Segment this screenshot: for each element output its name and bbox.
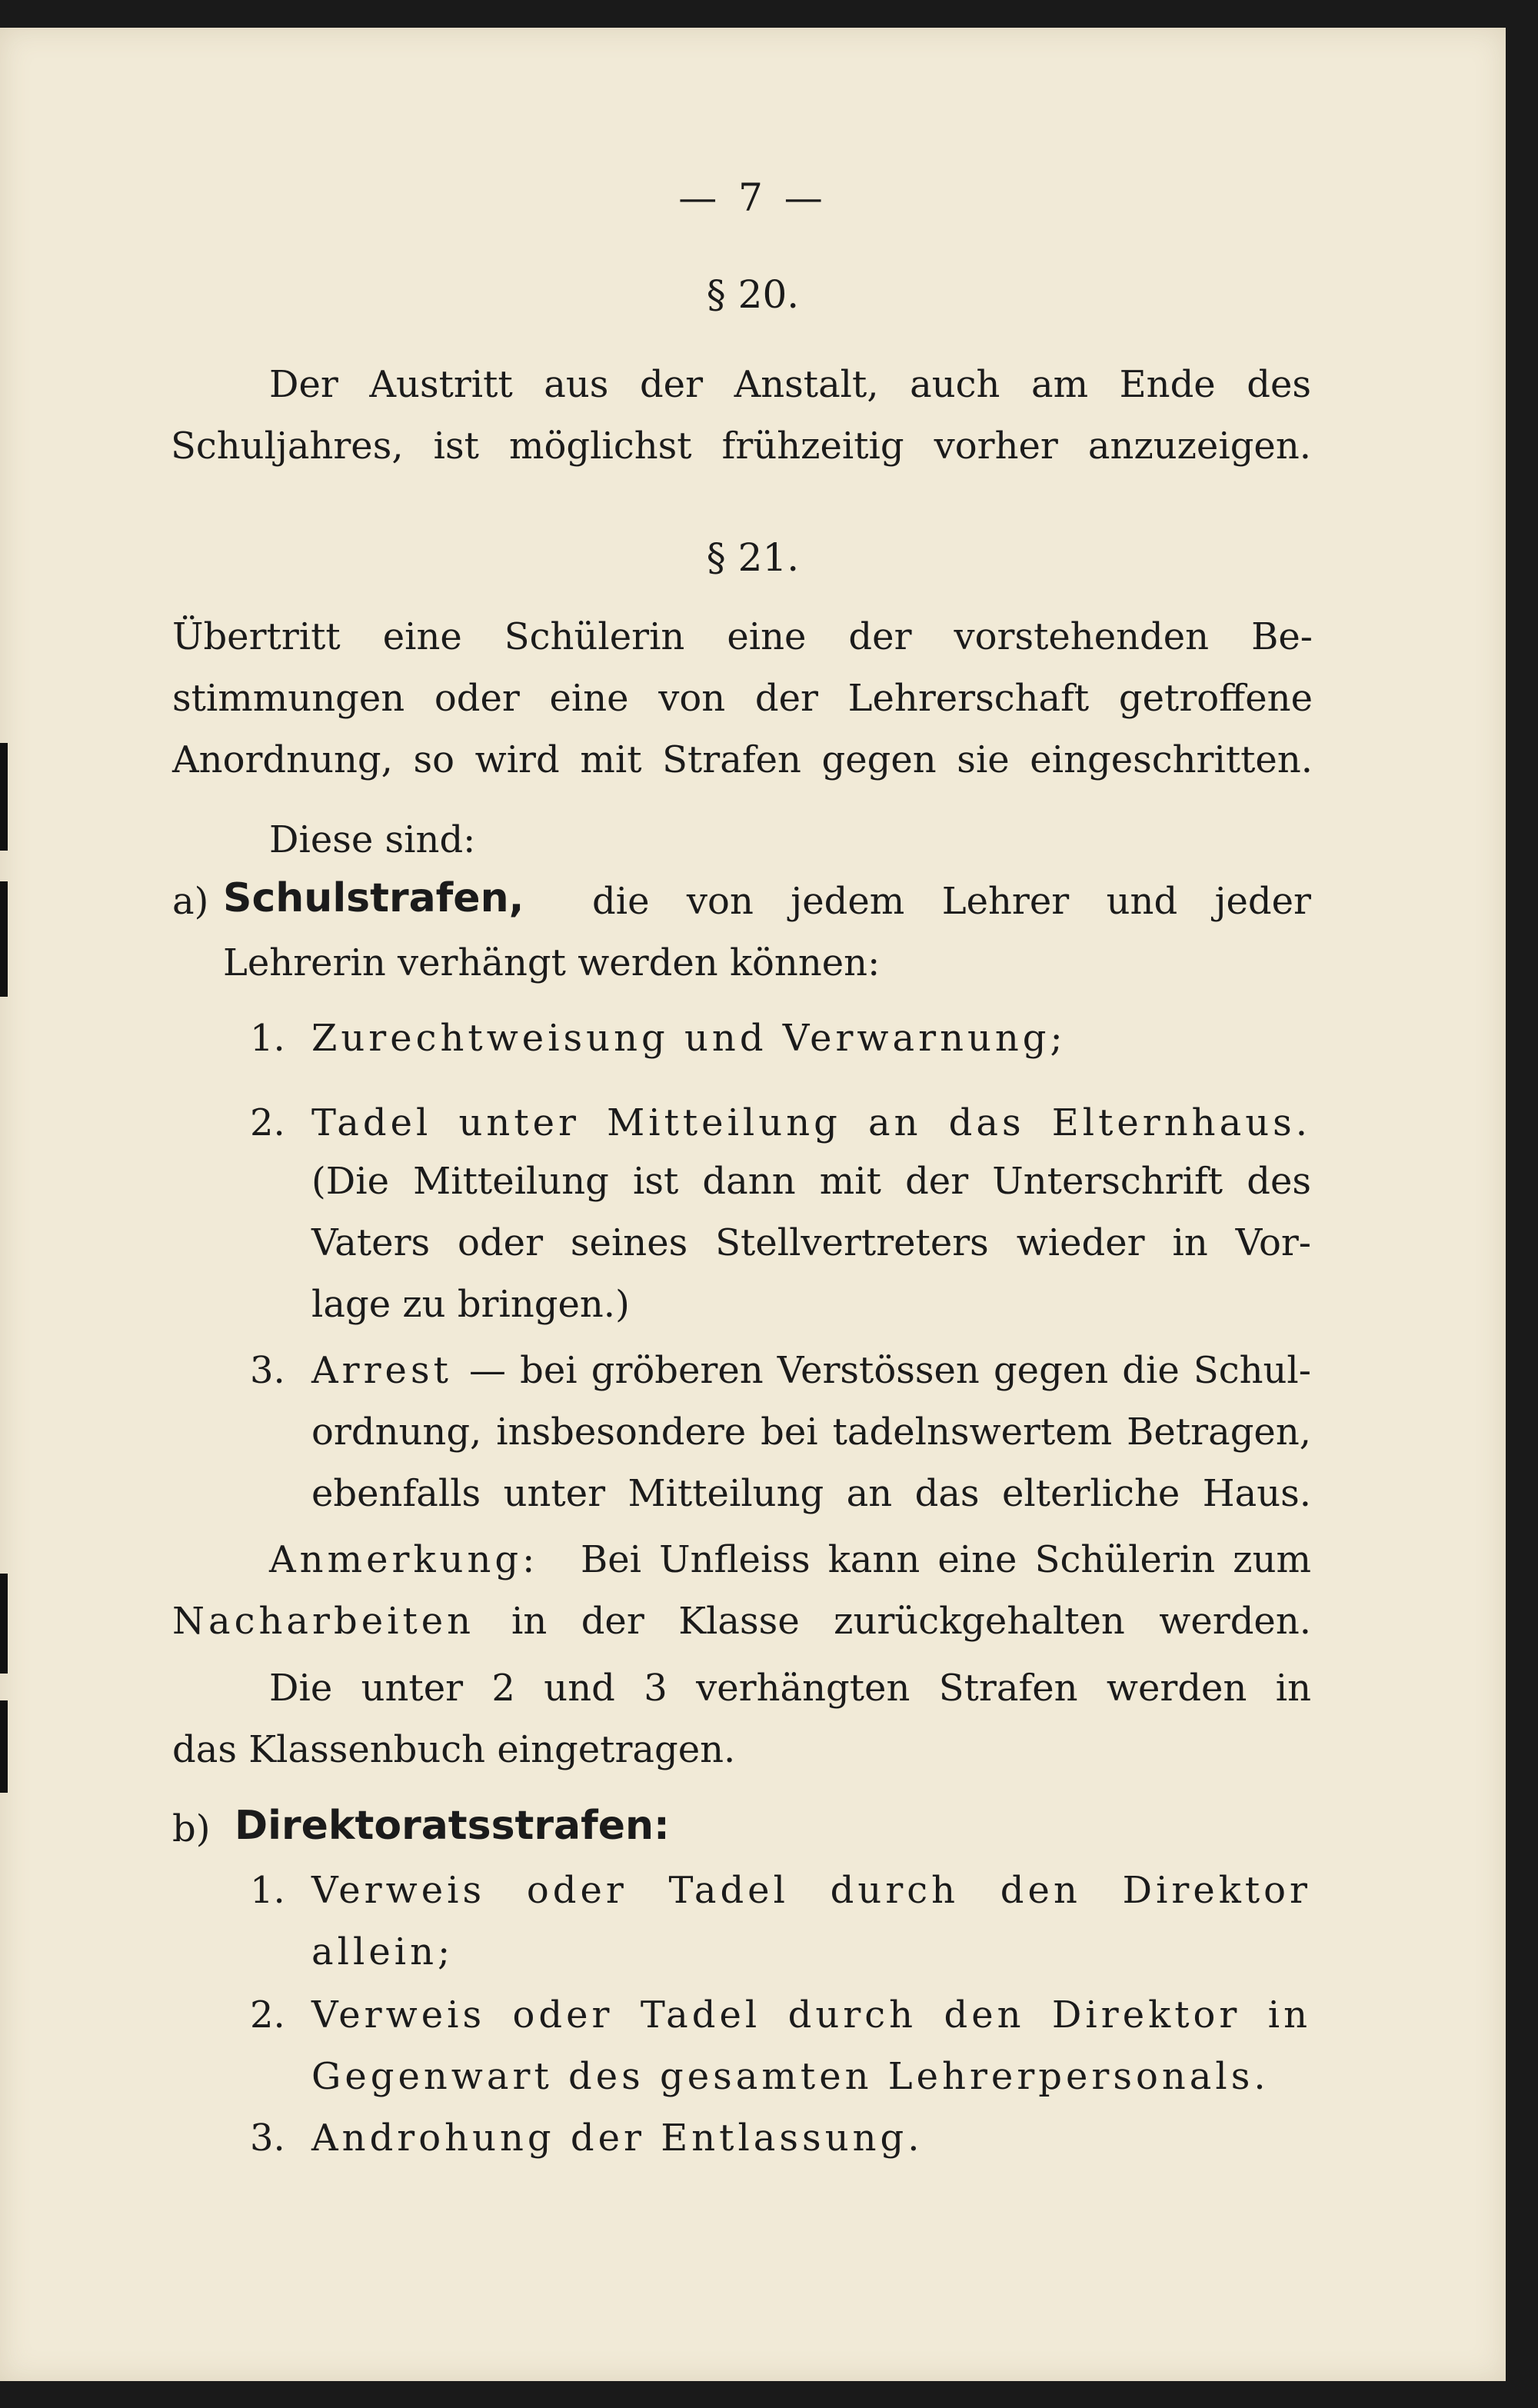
paragraph-line: Der Austritt aus der Anstalt, auch am Ende des	[269, 363, 1311, 406]
list-item: Verweis oder Tadel durch den Direktor	[311, 1869, 1311, 1912]
item-number: 3.	[250, 2117, 285, 2160]
item-number: 1.	[250, 1017, 285, 1060]
note-spaced-word: Nacharbeiten	[172, 1600, 475, 1643]
list-item-cont: (Die Mitteilung ist dann mit der Unterschrift des	[311, 1160, 1311, 1203]
list-item: Androhung der Entlassung.	[311, 2117, 924, 2160]
section-20-heading: § 20.	[706, 272, 800, 317]
list-item: Tadel unter Mitteilung an das Elternhaus.	[311, 1101, 1311, 1144]
paragraph-line: Übertritt eine Schülerin eine der vorstehenden Be-	[172, 615, 1313, 658]
section-21-heading: § 21.	[706, 535, 800, 580]
diese-sind: Diese sind:	[269, 818, 476, 861]
list-marker-a: a)	[172, 880, 209, 923]
item-number: 2.	[250, 1993, 285, 2037]
list-item-cont: Gegenwart des gesamten Lehrerpersonals.	[311, 2055, 1270, 2098]
paragraph-line: Die unter 2 und 3 verhängten Strafen werden in	[269, 1667, 1311, 1710]
schulstrafen-title: Schulstrafen,	[223, 875, 524, 921]
direktoratsstrafen-title: Direktoratsstrafen:	[235, 1803, 670, 1849]
note-label: Anmerkung:	[269, 1538, 539, 1581]
paragraph-line: Lehrerin verhängt werden können:	[223, 941, 881, 984]
book-page	[0, 28, 1506, 2381]
list-item-cont: ebenfalls unter Mitteilung an das elterliche Haus.	[311, 1472, 1311, 1515]
list-item-cont: ordnung, insbesondere bei tadelnswertem Betragen,	[311, 1410, 1311, 1454]
list-item: Verweis oder Tadel durch den Direktor in	[311, 1993, 1311, 2037]
note-text: in der Klasse zurückgehalten werden.	[511, 1600, 1311, 1643]
binding-mark	[0, 1700, 8, 1793]
item-number: 2.	[250, 1101, 285, 1144]
item-number: 3.	[250, 1349, 285, 1392]
note-text: Bei Unfleiss kann eine Schülerin zum	[581, 1538, 1311, 1581]
arrest-word: Arrest	[311, 1349, 452, 1392]
item-number: 1.	[250, 1869, 285, 1912]
paragraph-line: das Klassenbuch eingetragen.	[172, 1728, 736, 1771]
page-number: — 7 —	[678, 175, 827, 220]
binding-mark	[0, 1574, 8, 1674]
list-marker-b: b)	[172, 1807, 211, 1850]
list-item-cont: Vaters oder seines Stellvertreters wieder in Vor-	[311, 1221, 1311, 1264]
list-item: — bei gröberen Verstössen gegen die Schul-	[469, 1349, 1311, 1392]
binding-mark	[0, 743, 8, 851]
binding-mark	[0, 881, 8, 997]
paragraph-line: stimmungen oder eine von der Lehrerschaft getroffene	[172, 677, 1313, 720]
list-item: Zurechtweisung und Verwarnung;	[311, 1017, 1067, 1060]
list-item-cont: allein;	[311, 1930, 454, 1973]
paragraph-line: Schuljahres, ist möglichst frühzeitig vorher anzuzeigen.	[171, 425, 1311, 468]
paragraph-line: Anordnung, so wird mit Strafen gegen sie eingeschritten.	[172, 738, 1313, 781]
paragraph-line: die von jedem Lehrer und jeder	[592, 880, 1311, 923]
list-item-cont: lage zu bringen.)	[311, 1283, 630, 1326]
